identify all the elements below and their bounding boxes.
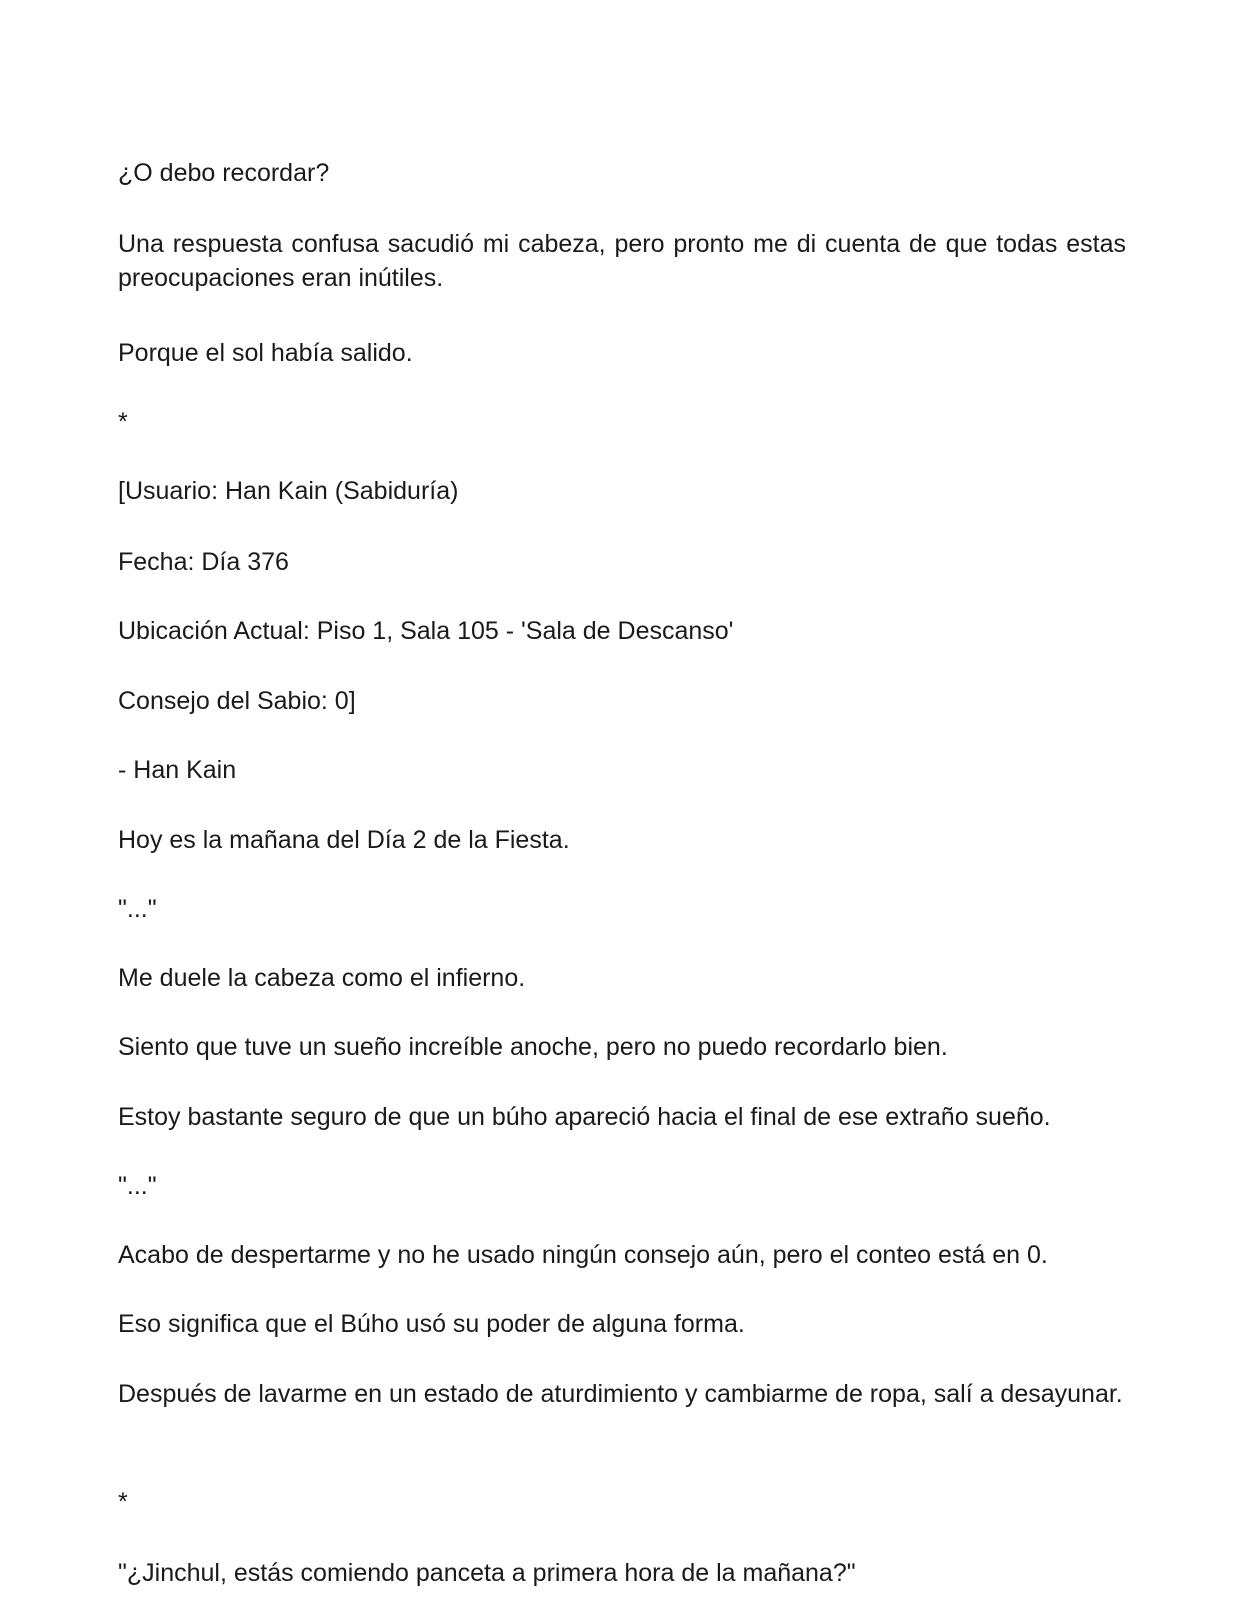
status-signature: - Han Kain bbox=[118, 756, 237, 784]
status-user: [Usuario: Han Kain (Sabiduría) bbox=[118, 477, 459, 505]
paragraph-ellipsis: "..." bbox=[118, 895, 157, 923]
paragraph-festival-day: Hoy es la mañana del Día 2 de la Fiesta. bbox=[118, 826, 570, 854]
paragraph-dream: Siento que tuve un sueño increíble anoche, pero no puedo recordarlo bien. bbox=[118, 1033, 948, 1061]
paragraph-ellipsis-2: "..." bbox=[118, 1172, 157, 1200]
paragraph-owl-power: Eso significa que el Búho usó su poder de alguna forma. bbox=[118, 1310, 745, 1338]
paragraph-confused-answer: Una respuesta confusa sacudió mi cabeza, pero pronto me di cuenta de que todas estas preocupaciones eran inútiles. bbox=[118, 230, 1126, 292]
section-separator: * bbox=[118, 408, 128, 436]
paragraph-owl: Estoy bastante seguro de que un búho apareció hacia el final de ese extraño sueño. bbox=[118, 1103, 1051, 1131]
paragraph-question: ¿O debo recordar? bbox=[118, 159, 330, 187]
status-location: Ubicación Actual: Piso 1, Sala 105 - 'Sala de Descanso' bbox=[118, 617, 734, 645]
status-sage-advice: Consejo del Sabio: 0] bbox=[118, 687, 356, 715]
section-separator-2: * bbox=[118, 1488, 128, 1516]
status-date: Fecha: Día 376 bbox=[118, 548, 289, 576]
paragraph-breakfast: Después de lavarme en un estado de aturdimiento y cambiarme de ropa, salí a desayunar. bbox=[118, 1380, 1123, 1408]
paragraph-dialogue-jinchul: "¿Jinchul, estás comiendo panceta a primera hora de la mañana?" bbox=[118, 1559, 856, 1587]
paragraph-headache: Me duele la cabeza como el infierno. bbox=[118, 964, 526, 992]
paragraph-sun-rose: Porque el sol había salido. bbox=[118, 339, 413, 367]
paragraph-count-zero: Acabo de despertarme y no he usado ningún consejo aún, pero el conteo está en 0. bbox=[118, 1241, 1048, 1269]
